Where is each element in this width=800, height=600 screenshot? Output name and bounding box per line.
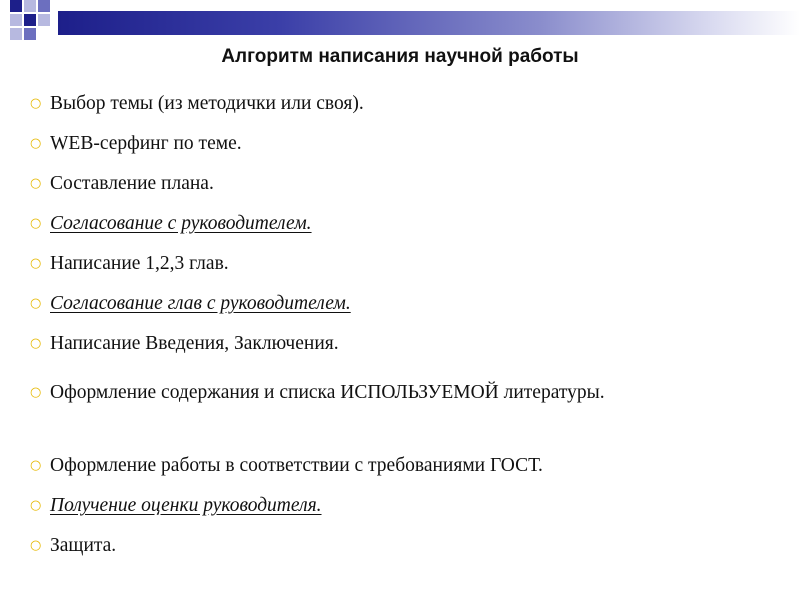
circle-bullet-icon: ○ [30,136,42,151]
list-item [30,212,750,236]
list-item [30,132,750,156]
circle-bullet-icon: ○ [30,96,42,111]
circle-bullet-icon: ○ [30,216,42,231]
list-item [30,534,750,558]
list-item-text: Выбор темы (из методички или своя). [50,93,364,114]
list-item [30,292,750,316]
list-item [30,172,750,196]
list-item [30,332,750,356]
circle-bullet-icon: ○ [30,296,42,311]
list-item [30,494,750,518]
list-item-text: Написание Введения, Заключения. [50,333,339,354]
slide-title: Алгоритм написания научной работы [221,46,579,67]
decor-square-3 [38,0,50,12]
list-item-text: Получение оценки руководителя. [50,495,322,516]
list-item [30,92,750,116]
circle-bullet-icon: ○ [30,498,42,513]
list-item [30,454,750,478]
list-item-text: Защита. [50,535,117,556]
decor-square-8 [10,28,22,40]
decor-square-1 [10,0,22,12]
list-item-text: Согласование с руководителем. [50,213,312,234]
decor-square-5 [24,14,36,26]
list-item-text: Написание 1,2,3 глав. [50,253,229,274]
list-item-text: Оформление содержания и списка ИСПОЛЬЗУЕМОЙ литературы. [50,382,605,403]
decor-square-4 [10,14,22,26]
decor-square-7 [24,28,36,40]
list-item-text: Согласование глав с руководителем. [50,293,351,314]
circle-bullet-icon: ○ [30,538,42,553]
decor-square-6 [38,14,50,26]
list-item-text: WEB-серфинг по теме. [50,133,242,154]
circle-bullet-icon: ○ [30,176,42,191]
circle-bullet-icon: ○ [30,385,42,400]
list-item [30,374,750,412]
list-item [30,252,750,276]
circle-bullet-icon: ○ [30,458,42,473]
decor-square-2 [24,0,36,12]
circle-bullet-icon: ○ [30,256,42,271]
header-gradient-band [58,11,800,35]
circle-bullet-icon: ○ [30,336,42,351]
list-item-text: Оформление работы в соответствии с требованиями ГОСТ. [50,455,543,476]
list-item-text: Составление плана. [50,173,214,194]
